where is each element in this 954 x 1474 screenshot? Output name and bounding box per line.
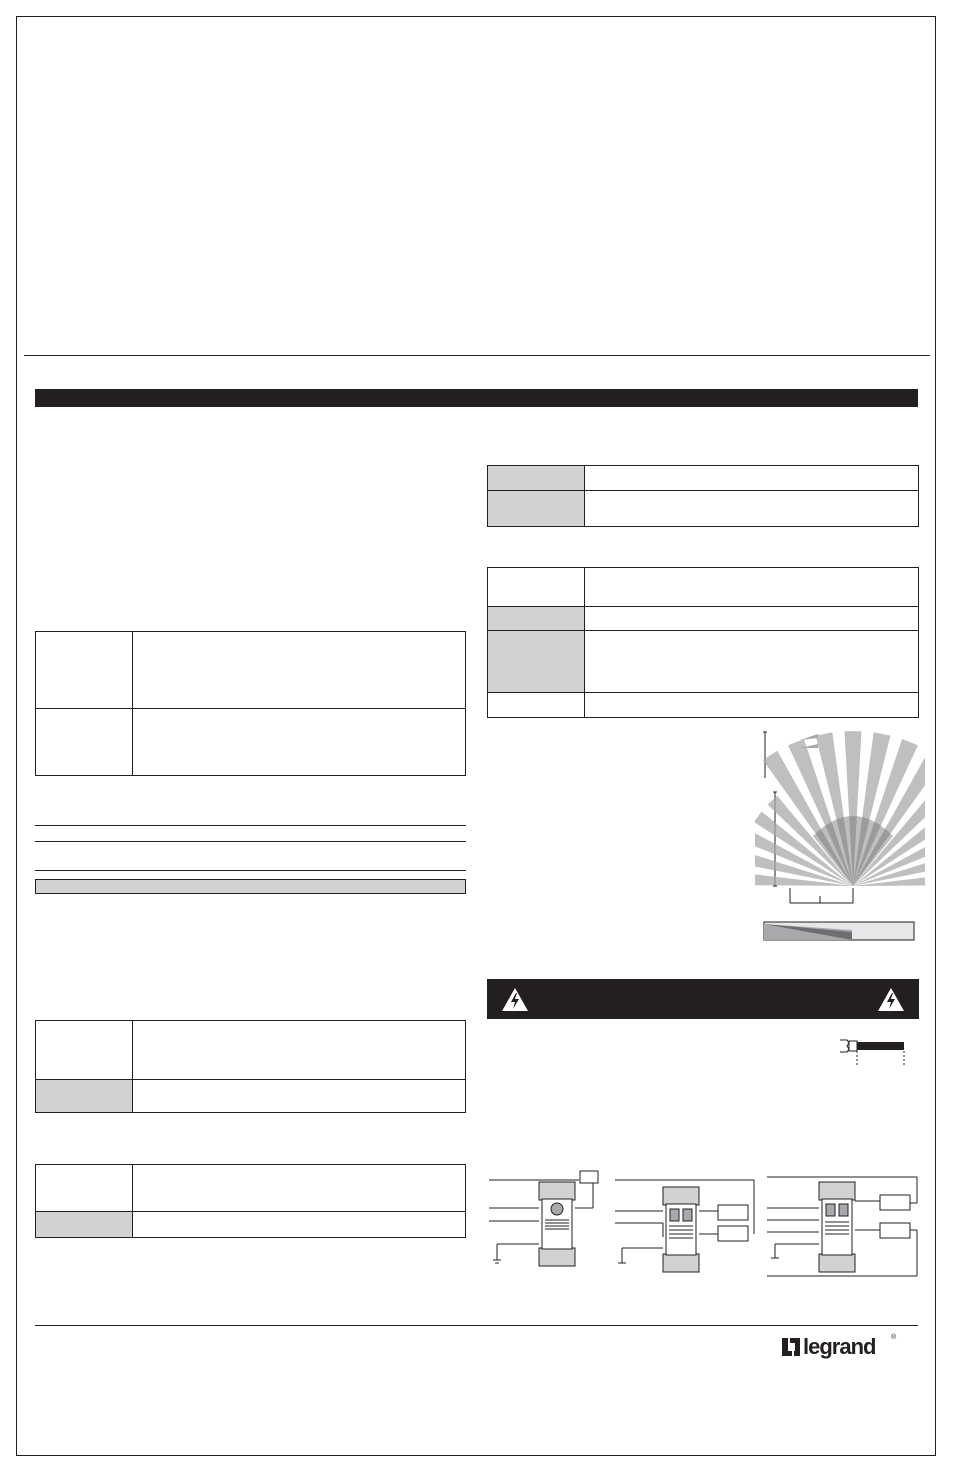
rule-1 — [35, 825, 466, 826]
wiring-diagram-single — [489, 1171, 598, 1266]
spec-table-4 — [487, 465, 919, 527]
table-row — [36, 1212, 465, 1237]
spec-table-5 — [487, 567, 919, 718]
row-label-cell — [36, 1165, 133, 1211]
table-row — [488, 693, 918, 717]
sensor-coverage-pattern-icon — [755, 726, 925, 951]
row-label-cell — [488, 466, 585, 490]
table-row — [36, 1080, 465, 1112]
wire-strip-gauge-icon — [838, 1036, 908, 1068]
table-row — [36, 1165, 465, 1212]
table-row — [488, 607, 918, 631]
shaded-header-bar — [35, 879, 466, 894]
table-row — [36, 1021, 465, 1080]
table-row — [488, 466, 918, 491]
row-label-cell — [488, 631, 585, 692]
row-label-cell — [36, 1021, 133, 1079]
row-label-cell — [36, 709, 133, 775]
electric-shock-warning-icon — [877, 987, 905, 1012]
legrand-logo — [781, 1334, 899, 1362]
row-label-cell — [488, 568, 585, 606]
electric-shock-warning-icon — [501, 987, 529, 1012]
row-label-cell — [488, 607, 585, 630]
row-label-cell — [36, 1212, 133, 1237]
registered-mark: ® — [891, 1334, 897, 1341]
row-label-cell — [36, 1080, 133, 1112]
rule-2 — [35, 841, 466, 842]
spec-table-3 — [35, 1164, 466, 1238]
logo-wordmark: legrand — [803, 1334, 876, 1359]
wiring-diagram-dual-b — [767, 1177, 917, 1276]
spec-table-1 — [35, 631, 466, 776]
row-label-cell — [488, 693, 585, 717]
table-row — [488, 631, 918, 693]
table-row — [488, 491, 918, 526]
section-title-bar — [35, 389, 918, 407]
footer-divider — [35, 1325, 918, 1326]
legrand-bracket-icon — [781, 1337, 801, 1357]
coverage-core — [813, 816, 893, 886]
header-divider — [24, 355, 930, 356]
wiring-diagram-icon — [487, 1168, 922, 1278]
table-row — [36, 709, 465, 775]
rule-3 — [35, 870, 466, 871]
table-row — [488, 568, 918, 607]
table-row — [36, 632, 465, 709]
row-label-cell — [488, 491, 585, 526]
warning-banner — [487, 979, 919, 1019]
wiring-diagram-dual-a — [615, 1180, 754, 1272]
coverage-fan — [755, 731, 925, 886]
spec-table-2 — [35, 1020, 466, 1113]
row-label-cell — [36, 632, 133, 708]
